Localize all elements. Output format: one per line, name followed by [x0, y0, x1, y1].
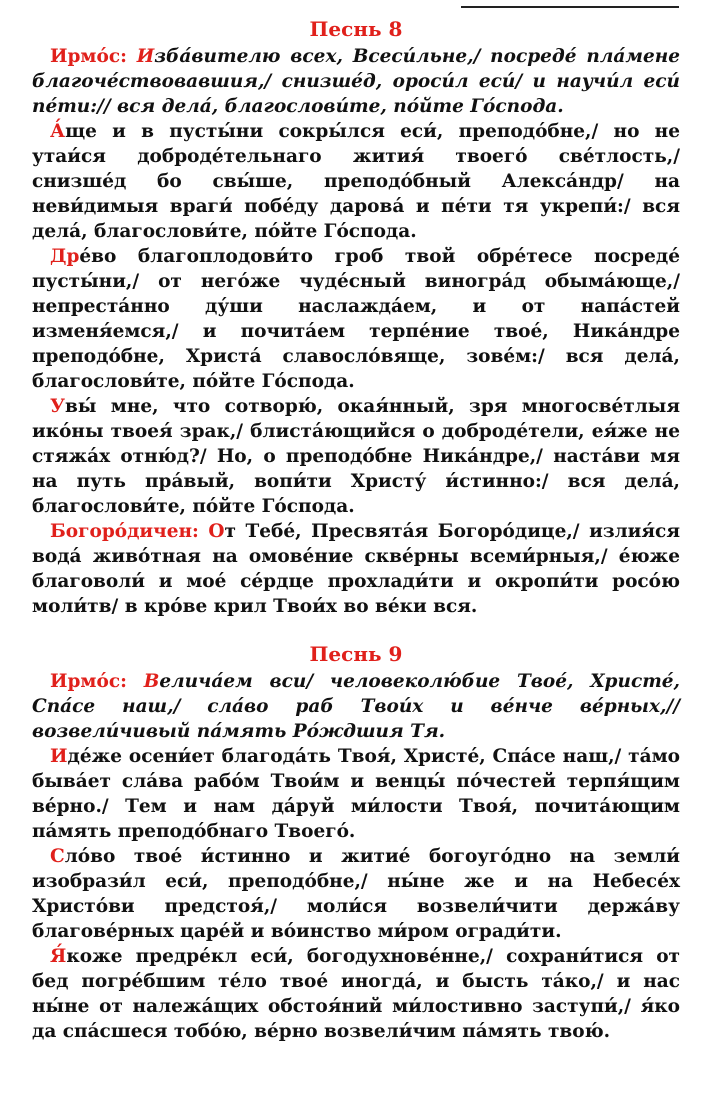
ode-8-troparion-3: [32, 394, 680, 519]
ode-8-theotokion: [32, 519, 680, 619]
theotokion-label: Богоро́дичен:: [50, 521, 199, 542]
troparion-text: ще и в пусты́ни сокры́лся еси́, преподо́бне,/ но не утаи́ся доброде́тельнаго жития́ твоего́ све́тлость,/ снизше́д бо свы́ше, преподо́бный Алекса́ндр/ на неви́димыя враги́ побе́ду дарова́ и пе́ти тя укрепи́:/ вся дела́, благослови́те, по́йте Го́спода.: [32, 121, 680, 242]
initial-letter: В: [143, 671, 160, 692]
ode-9-troparion-1: [32, 744, 680, 844]
irmos-label: Ирмо́с:: [50, 671, 127, 692]
irmos-label: Ирмо́с:: [50, 46, 127, 67]
ode-8-title: Песнь 8: [309, 17, 403, 41]
document-page: [32, 14, 680, 1044]
troparion-text: ло́во твое́ и́стинно и житие́ богоуго́дно на земли́ изобрази́л еси́, преподо́бне,/ ны́не же и на Небесе́х Христо́ви предстоя́,/ моли́ся возвели́чити держа́ву благове́рных царе́й и во́инство ми́ром огради́ти.: [32, 846, 680, 942]
ode-8-troparion-1: [32, 119, 680, 244]
initial-letter: О: [208, 521, 225, 542]
initial-letter: С: [50, 846, 65, 867]
ode-9-troparion-3: [32, 944, 680, 1044]
initial-letter: А́: [50, 121, 66, 142]
irmos-text: зба́вителю всех, Всеси́льне,/ посреде́ пла́мене благоче́ствовавшия,/ снизше́д, ороси́л еси́/ и научи́л еси́ пе́ти:// вся дела́, благослови́те, по́йте Го́спода.: [32, 46, 680, 117]
initial-letter: Я́: [50, 946, 67, 967]
initial-letter: У: [50, 396, 66, 417]
ode-9-troparion-2: [32, 844, 680, 944]
troparion-text: е́во благоплодови́то гроб твой обре́тесе посреде́ пусты́ни,/ от него́же чуде́сный виногра́д обыма́юще,/ непреста́нно ду́ши наслажда́ем, и от напа́стей изменя́емся,/ и почита́ем терпе́ние твое́, Ника́ндре преподо́бне, Христа́ славосло́вяще, зове́м:/ вся дела́, благослови́те, по́йте Го́спода.: [32, 246, 680, 392]
troparion-text: коже предре́кл еси́, богодухнове́нне,/ сохрани́тися от бед погре́бшим те́ло твое́ иногда́, и бысть та́ко,/ и нас ны́не от належа́щих обстоя́ний ми́лостивно заступи́,/ я́ко да спа́сшеся тобо́ю, ве́рно возвели́чим па́мять твою́.: [32, 946, 680, 1042]
ode-9-irmos: [32, 669, 680, 744]
troparion-text: де́же осени́ет благода́ть Твоя́, Христе́, Спа́се наш,/ та́мо быва́ет сла́ва рабо́м Твои́м и венцы́ по́честей терпя́щим ве́рно./ Тем и нам да́руй ми́лости Твоя́, почита́ющим па́мять преподо́бнаго Твоего́.: [32, 746, 680, 842]
theotokion-text: т Тебе́, Пресвята́я Богоро́дице,/ излия́ся вода́ живо́тная на омове́ние скве́рны всеми́рныя,/ е́юже благоволи́ и мое́ се́рдце прохлади́ти и окропи́ти росо́ю моли́тв/ в кро́ве крил Твои́х во ве́ки вся.: [32, 521, 680, 617]
top-rule: [461, 6, 679, 8]
initial-letter: И: [136, 46, 155, 67]
initial-letter: Др: [50, 246, 80, 267]
troparion-text: вы́ мне, что сотворю́, окая́нный, зря многосве́тлыя ико́ны твоея́ зрак,/ блиста́ющийся о доброде́тели, ея́же не стяжа́х отню́д?/ Но, о преподо́бне Ника́ндре,/ наста́ви мя на путь пра́вый, вопи́ти Христу́ и́стинно:/ вся дела́, благослови́те, по́йте Го́спода.: [32, 396, 680, 517]
irmos-text: елича́ем вси/ человеколю́бие Твое́, Христе́, Спа́се наш,/ сла́во раб Твои́х и ве́нче ве́рных,// возвели́чивый па́мять Ро́ждшия Тя.: [32, 671, 680, 742]
ode-9-title: Песнь 9: [309, 642, 403, 666]
initial-letter: И: [50, 746, 68, 767]
ode-8-irmos: [32, 44, 680, 119]
ode-8-troparion-2: [32, 244, 680, 394]
